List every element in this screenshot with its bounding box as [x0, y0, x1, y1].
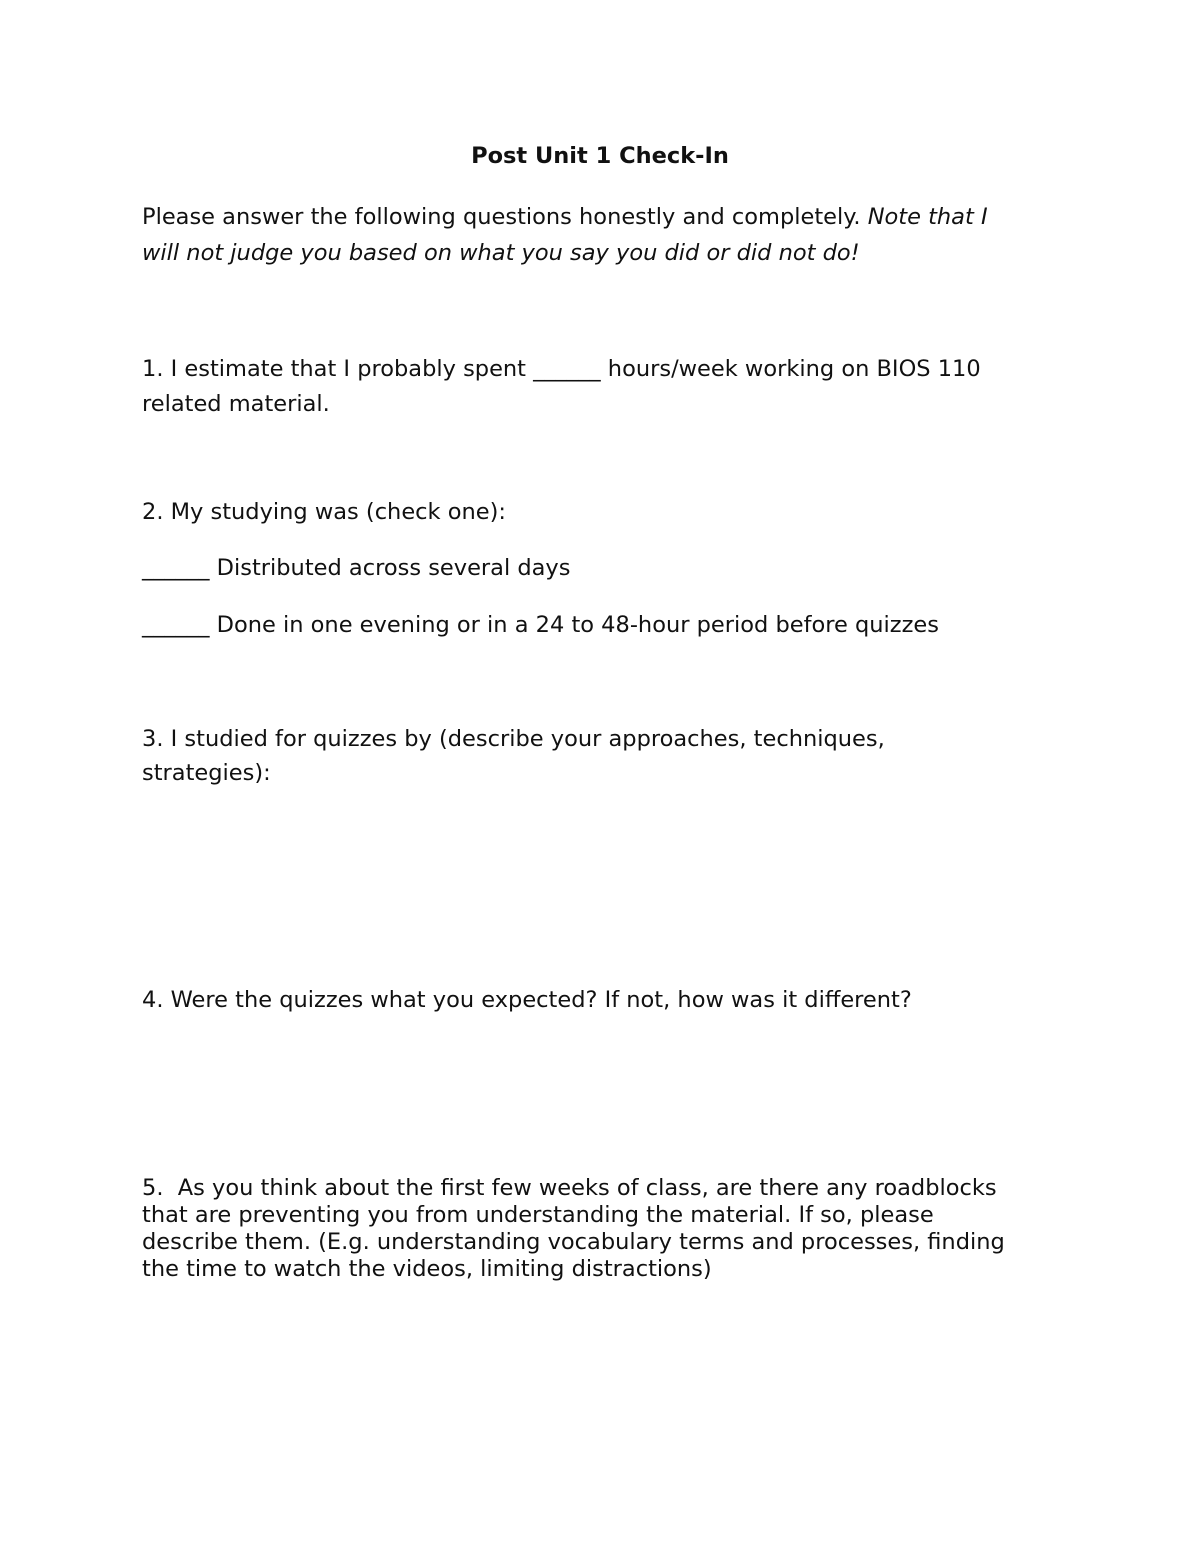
question-3-line-2: strategies):	[142, 760, 271, 786]
question-1-line-1: 1. I estimate that I probably spent ______ hours/week working on BIOS 110	[142, 356, 981, 382]
question-5-line-4: the time to watch the videos, limiting distractions)	[142, 1256, 712, 1282]
question-5-line-1: 5. As you think about the first few weeks of class, are there any roadblocks	[142, 1175, 997, 1201]
question-4: 4. Were the quizzes what you expected? If not, how was it different?	[142, 987, 912, 1013]
question-2-prompt: 2. My studying was (check one):	[142, 499, 506, 525]
question-2-option-distributed: ______ Distributed across several days	[142, 555, 571, 581]
intro-line-1	[142, 206, 988, 229]
question-1-line-2: related material.	[142, 391, 330, 417]
intro-note-continued: will not judge you based on what you say you did or did not do!	[142, 240, 860, 266]
intro-text: Please answer the following questions honestly and completely.	[142, 204, 868, 230]
page-title: Post Unit 1 Check-In	[471, 143, 729, 169]
question-5-line-3: describe them. (E.g. understanding vocabulary terms and processes, finding	[142, 1229, 1005, 1255]
question-5-line-2: that are preventing you from understanding the material. If so, please	[142, 1202, 934, 1228]
question-3-line-1: 3. I studied for quizzes by (describe your approaches, techniques,	[142, 726, 885, 752]
intro-note: Note that I	[867, 204, 988, 230]
question-2-option-crammed: ______ Done in one evening or in a 24 to 48-hour period before quizzes	[142, 612, 939, 638]
